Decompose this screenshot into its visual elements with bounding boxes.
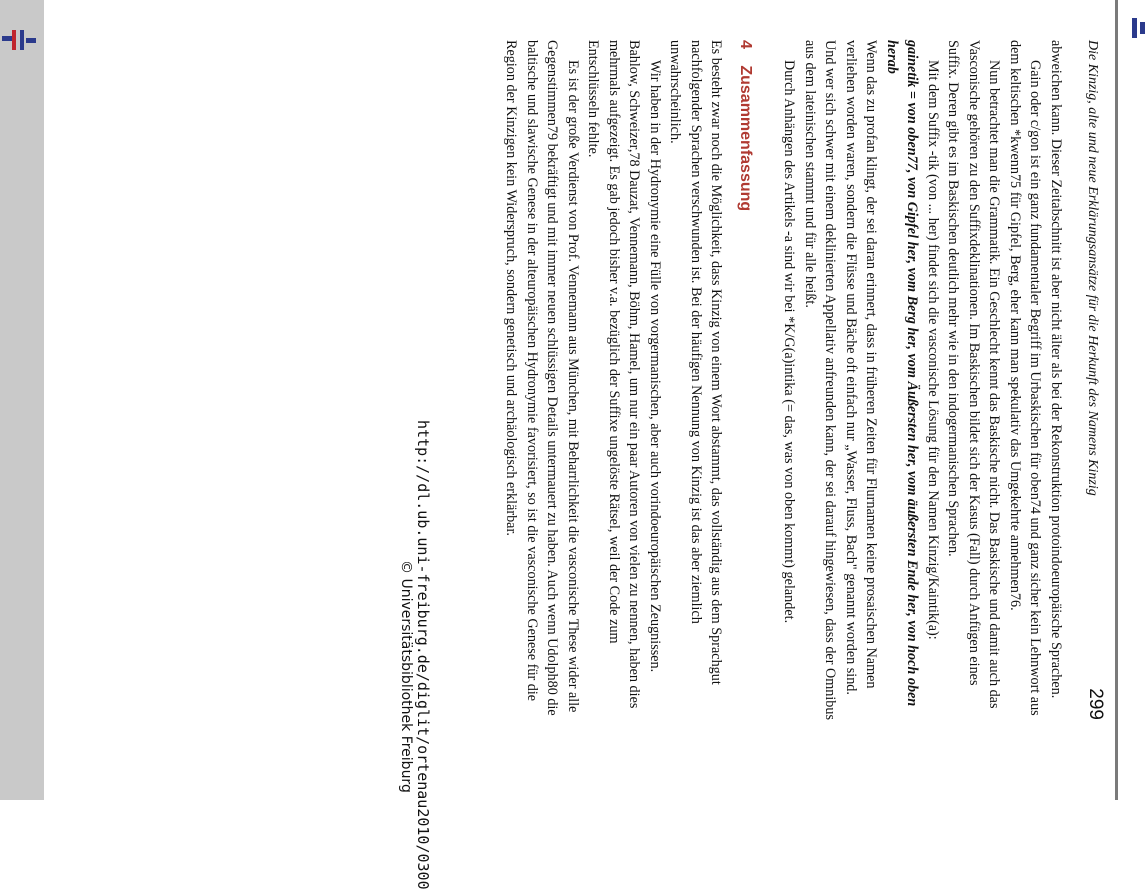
formula-line: gainetik = von oben77, von Gipfel her, vom Berg her, vom Äußersten her, vom äußersten Ende her, von hoch oben herab (884, 40, 921, 707)
section-heading (735, 40, 756, 720)
library-logo-icon (2, 30, 36, 50)
paragraph: Nun betrachtet man die Grammatik. Ein Geschlecht kennt das Baskische nicht. Das Baskische und damit auch das Vasconische gehören zu den Suffixdeklinationen. Im Baskischen bildet sich der Kasus (Fall) durch Anfügen eines Suffix. Deren gibt es im Baskischen deutlich mehr wie in den indogermanischen Sprachen. (945, 40, 1003, 709)
copyright-notice: © Universitätsbibliothek Freiburg (398, 560, 414, 793)
viewer-left-strip (0, 0, 44, 800)
paragraph: Es ist der große Verdienst von Prof. Vennemann aus München, mit Beharrlichkeit die vasconische These wider alle Gegenstimmen79 bekräftigt und mit immer neuen schlüssigen Details untermauert zu haben. Auch wenn Udolph80 die baltische und slawische Genese in der alteuropäischen Hydronymie favorisiert, so ist die vasconische Genese für die Region der Kinzigen kein Widerspruch, sondern genetisch und archäologisch erklärbar. (503, 40, 581, 716)
paragraph: Gain oder c/gon ist ein ganz fundamentaler Begriff im Urbaskischen für oben74 und ganz sicher kein Lehnwort aus dem keltischen *kwenn75 für Gipfel, Berg, eher kann man spekulativ das Umgekehrte annehmen76. (1007, 40, 1044, 716)
page-number: 299 (1085, 688, 1106, 720)
paragraph: Es besteht zwar noch die Möglichkeit, dass Kinzig von einem Wort abstammt, das vollständig aus dem Sprachgut nachfolgender Sprachen verschwunden ist. Bei der häufigen Nennung von Kinzig ist das aber ziemlich unwahrscheinlich. (667, 40, 725, 685)
section-number: 4 (737, 40, 754, 49)
scan-edge-mark-icon (1132, 18, 1146, 38)
document-url[interactable]: http://dl.ub.uni-freiburg.de/diglit/ortenau2010/0300 (414, 420, 432, 890)
paragraph: Mit dem Suffix -tik (von ... her) findet sich die vasconische Lösung für den Namen Kinzig/Kaintik(a): (925, 60, 941, 640)
paragraph: Durch Anhängen des Artikels -a sind wir bei *K/G(a)intika (= das, was von oben kommt) gelandet. (781, 60, 798, 624)
running-header-text: Die Kinzig, alte und neue Erklärungsansätze für die Herkunft des Namens Kinzig (1085, 40, 1100, 496)
paragraph: abweichen kann. Dieser Zeitabschnitt ist aber nicht älter als bei der Rekonstruktion protoindoeuropäische Sprachen. (1048, 40, 1064, 699)
rotated-document-page (120, 40, 1106, 721)
section-title: Zusammenfassung (737, 65, 754, 212)
paragraph: Wir haben in der Hydronymie eine Fülle von vorgermanischen, aber auch vorindoeuropäischen Zeugnissen. Bahlow, Schweizer,78 Dauzat, Vennemann, Böhm, Hamel, um nur ein paar Autoren von vielen zu nennen, haben dies mehrmals aufgezeigt. Es gab jedoch bisher v.a. bezüglich der Suffixe ungelöste Rätsel, weil der Code zum Entschlüsseln fehlte. (585, 40, 663, 709)
page-edge-rule (1115, 0, 1118, 800)
page-body (501, 40, 1066, 720)
paragraph: Wenn das zu profan klingt, der sei daran erinnert, dass in früheren Zeiten für Flurnamen keine prosaischen Namen verliehen worden waren, sondern die Flüsse und Bäche oft einfach nur „Wasser, Fluss, Bach" genannt worden sind. Und wer sich schwer mit einem deklinierten Appellativ anfreunden kann, der sei darauf hingewiesen, dass der Omnibus aus dem lateinischen stammt und für alle heißt. (802, 40, 880, 721)
running-header (1084, 40, 1106, 720)
